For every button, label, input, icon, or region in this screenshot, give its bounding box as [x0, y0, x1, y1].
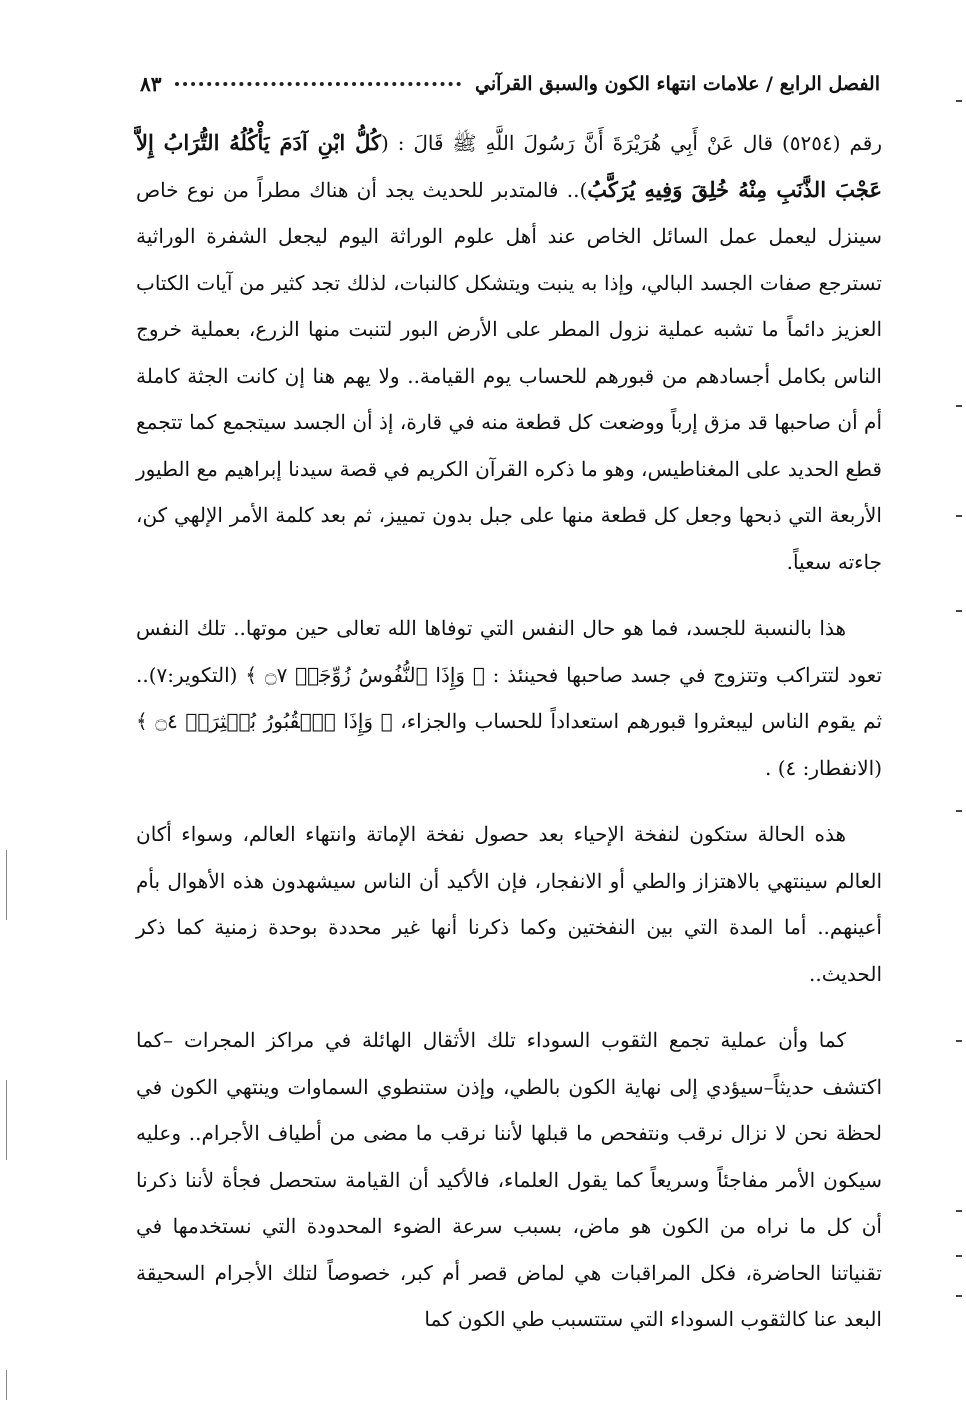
paragraph-hadith	[136, 120, 882, 585]
paragraph-text: هذا بالنسبة للجسد، فما هو حال النفس التي توفاها الله تعالى حين موتها.. تلك النفس تعود لتتراكب وتتزوج في جسد صاحبها فحينئذ :	[136, 616, 883, 687]
scan-edge-line	[6, 850, 7, 920]
scan-mark	[956, 405, 962, 407]
quran-verse: ﴿ وَإِذَا ٱلۡقُبُورُ بُعۡثِرَتۡ ۝٤ ﴾	[136, 709, 393, 733]
paragraph-text: ).. فالمتدبر للحديث يجد أن هناك مطراً من نوع خاص سينزل ليعمل عمل السائل الخاص عند أهل علوم الوراثة اليوم ليجعل الشفرة الوراثية تسترجع صفات الجسد البالي، وإذا به ينبت ويتشكل كالنبات، لذلك تجد كثير من آيات الكتاب العزيز دائماً ما تشبه عملية نزول المطر على الأرض البور لتنبت منها الزرع، بعملية خروج الناس بكامل أجسادهم من قبورهم للحساب يوم القيامة.. ولا يهم هنا إن كانت الجثة كاملة أم أن صاحبها قد مزق إرباً ووضعت كل قطعة منه في قارة، إذ أن الجسد سيتجمع كما تتجمع قطع الحديد على المغناطيس، وهو ما ذكره القرآن الكريم في قصة سيدنا إبراهيم مع الطيور الأربعة التي ذبحها وجعل كل قطعة منها على جبل بدون تمييز، ثم بعد كلمة الأمر الإلهي كن، جاءته سعياً.	[136, 177, 883, 574]
scan-mark	[956, 1040, 962, 1042]
scan-mark	[956, 515, 962, 517]
scan-edge-line	[6, 1370, 7, 1400]
page-number: ٨٣	[140, 72, 162, 96]
paragraph-resurrection	[136, 811, 882, 997]
scan-mark	[956, 1255, 962, 1257]
running-header	[140, 64, 880, 104]
body-text	[136, 120, 882, 1363]
hadith-intro: رقم (٥٢٥٤) قال عَنْ أَبِي هُرَيْرَةَ أَنَّ رَسُولَ اللَّهِ ﷺ قَالَ : (	[381, 131, 882, 155]
scan-mark	[956, 100, 962, 102]
paragraph-text: كما وأن عملية تجمع الثقوب السوداء تلك الأثقال الهائلة في مراكز المجرات –كما اكتشف حديثاً–سيؤدي إلى نهاية الكون بالطي، وإذن ستنطوي السماوات وينتهي الكون في لحظة نحن لا نزال نرقب ونتفحص ما قبلها لأننا نرقب ما مضى من أطياف الأجرام.. وعليه سيكون الأمر مفاجئاً وسريعاً كما يقول العلماء، فالأكيد أن القيامة ستحصل فجأة لأننا ذكرنا أن كل ما نراه من الكون هو ماض، بسبب سرعة الضوء المحدودة التي نستخدمها في تقنياتنا الحاضرة، فكل المراقبات هي لماض قصر أم كبر، خصوصاً لتلك الأجرام السحيقة البعد عنا كالثقوب السوداء التي ستتسبب طي الكون كما	[136, 1028, 882, 1331]
hadith-quote: كُلُّ ابْنِ آدَمَ يَأْكُلُهُ التُّرَابُ إِلاَّ عَجْبَ الذَّنَبِ مِنْهُ خُلِقَ وَفِيهِ يُرَكَّبُ	[136, 130, 882, 202]
quran-verse: ﴿ وَإِذَا ٱلنُّفُوسُ زُوِّجَتۡ ۝٧ ﴾	[245, 662, 485, 687]
paragraph-soul	[136, 605, 882, 791]
header-dotted-rule	[175, 82, 461, 86]
scan-mark	[956, 1210, 962, 1212]
verse-reference: (التكوير:٧).. ثم يقوم الناس ليبعثروا قبورهم استعداداً للحساب والجزاء،	[136, 662, 883, 733]
scan-edge-line	[6, 1080, 7, 1160]
verse-reference: (الانفطار: ٤) .	[765, 755, 882, 780]
paragraph-black-holes	[136, 1017, 882, 1343]
paragraph-text: هذه الحالة ستكون لنفخة الإحياء بعد حصول نفخة الإماتة وانتهاء العالم، وسواء أكان العالم سينتهي بالاهتزاز والطي أو الانفجار، فإن الأكيد أن الناس سيشهدون هذه الأهوال بأم أعينهم.. أما المدة التي بين النفختين وكما ذكرنا أنها غير محددة بوحدة زمنية كما ذكر الحديث..	[136, 822, 882, 986]
scan-mark	[956, 810, 962, 812]
scan-mark	[956, 1295, 962, 1297]
scan-mark	[956, 610, 962, 612]
chapter-title: الفصل الرابع / علامات انتهاء الكون والسبق القرآني	[475, 73, 880, 95]
